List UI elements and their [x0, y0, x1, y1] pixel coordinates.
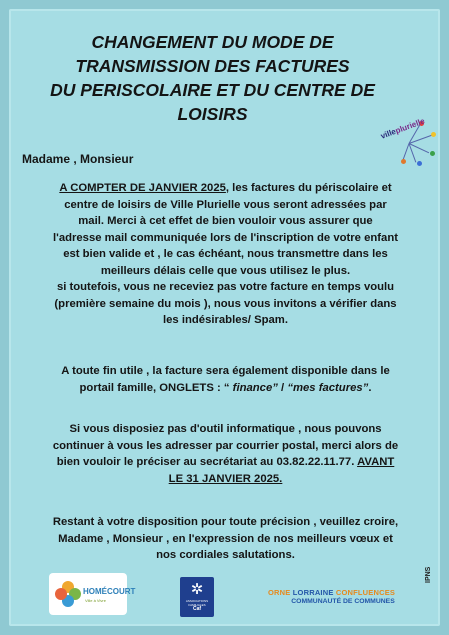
- paragraph-1-line: meilleurs délais celle que vous utilisez le plus.: [100, 264, 351, 277]
- document-title: [40, 30, 385, 126]
- paragraph-1-line: les indésirables/ Spam.: [163, 314, 288, 326]
- paragraph-2-line: A toute fin utile , la facture sera également disponible dans le: [61, 365, 390, 377]
- deadline-date: LE 31 JANVIER 2025.: [168, 472, 283, 485]
- logo-dot: [401, 159, 406, 164]
- paragraph-1-line: [22, 180, 429, 197]
- logo-dot: [431, 132, 436, 137]
- caf-logo: [180, 577, 214, 617]
- homecourt-tagline: Ville à Vivre: [85, 598, 106, 603]
- paragraph-4-line: Restant à votre disposition pour toute précision , veuillez croire,: [52, 516, 399, 528]
- paragraph-4-line: nos cordiales salutations.: [156, 549, 295, 561]
- title-line-1: CHANGEMENT DU MODE DE: [91, 32, 334, 52]
- paragraph-1-line: l'adresse mail communiquée lors de l'inscription de votre enfant: [53, 231, 398, 244]
- orne-lorraine-confluences-logo: [268, 588, 418, 605]
- period: .: [368, 381, 372, 394]
- ville-plurielle-logo: [375, 105, 445, 185]
- tab-finance-label: finance”: [229, 381, 278, 394]
- caf-associations: ASSOCIATIONS FAMILIALES: [185, 599, 209, 607]
- paragraph-1-line: si toutefois, vous ne receviez pas votre facture en temps voulu: [56, 281, 395, 293]
- paragraph-3-line: [22, 454, 429, 471]
- paragraph-3-line: Si vous disposiez pas d'outil informatique , nous pouvons: [69, 423, 382, 435]
- paragraph-4: [22, 514, 429, 564]
- logo-text-ville: ville: [379, 126, 398, 141]
- paragraph-1-line: centre de loisirs de Ville Plurielle vous seront adressées par: [64, 198, 387, 211]
- caf-star-icon: ✲: [190, 581, 204, 598]
- caf-text: Caf: [192, 606, 202, 612]
- logo-text-plurielle: plurielle: [394, 116, 427, 136]
- title-line-4: LOISIRS: [177, 104, 248, 124]
- olc-confluences: CONFLUENCES: [335, 588, 396, 597]
- homecourt-name: HOMÉCOURT: [83, 587, 136, 596]
- deadline-start: AVANT: [357, 456, 395, 468]
- flower-icon: [55, 581, 81, 607]
- paragraph-1-text: , les factures du périscolaire et: [225, 182, 392, 194]
- logo-dot: [417, 161, 422, 166]
- logo-text: [379, 116, 426, 140]
- paragraph-2: [22, 363, 429, 396]
- ipns-mark: IPNS: [425, 566, 432, 583]
- paragraph-2-line: [22, 380, 429, 397]
- portal-text: portail famille, ONGLETS : “: [79, 381, 230, 394]
- title-line-3: DU PERISCOLAIRE ET DU CENTRE DE: [50, 80, 375, 100]
- olc-subtitle: COMMUNAUTÉ DE COMMUNES: [291, 598, 395, 605]
- greeting: Madame , Monsieur: [22, 152, 134, 166]
- paragraph-3: [22, 421, 429, 487]
- separator: /: [277, 381, 288, 394]
- paragraph-1-line: (première semaine du mois ), nous vous invitons a vérifier dans: [54, 297, 397, 310]
- tab-factures-label: “mes factures”: [287, 381, 369, 394]
- title-line-2: TRANSMISSION DES FACTURES: [75, 56, 350, 76]
- paragraph-4-line: Madame , Monsieur , en l'expression de nos meilleurs vœux et: [58, 532, 393, 545]
- paragraph-1-line: est bien valide et , le cas échéant, nous transmettre dans les: [63, 248, 388, 260]
- olc-name: [268, 588, 418, 597]
- logo-dot: [430, 151, 435, 156]
- olc-orne: ORNE: [268, 588, 293, 597]
- homecourt-logo: [49, 573, 136, 615]
- logo-ray: [402, 143, 409, 160]
- flower-petal: [55, 588, 67, 600]
- start-date: A COMPTER DE JANVIER 2025: [59, 182, 226, 194]
- phone-text: bien vouloir le préciser au secrétariat au 03.82.22.11.77.: [56, 456, 358, 468]
- paragraph-3-line: continuer à vous les adresser par courrier postal, merci alors de: [52, 439, 399, 452]
- olc-lorraine: LORRAINE: [292, 588, 336, 597]
- paragraph-1-line: mail. Merci à cet effet de bien vouloir vous assurer que: [78, 215, 373, 227]
- paragraph-1: [22, 180, 429, 329]
